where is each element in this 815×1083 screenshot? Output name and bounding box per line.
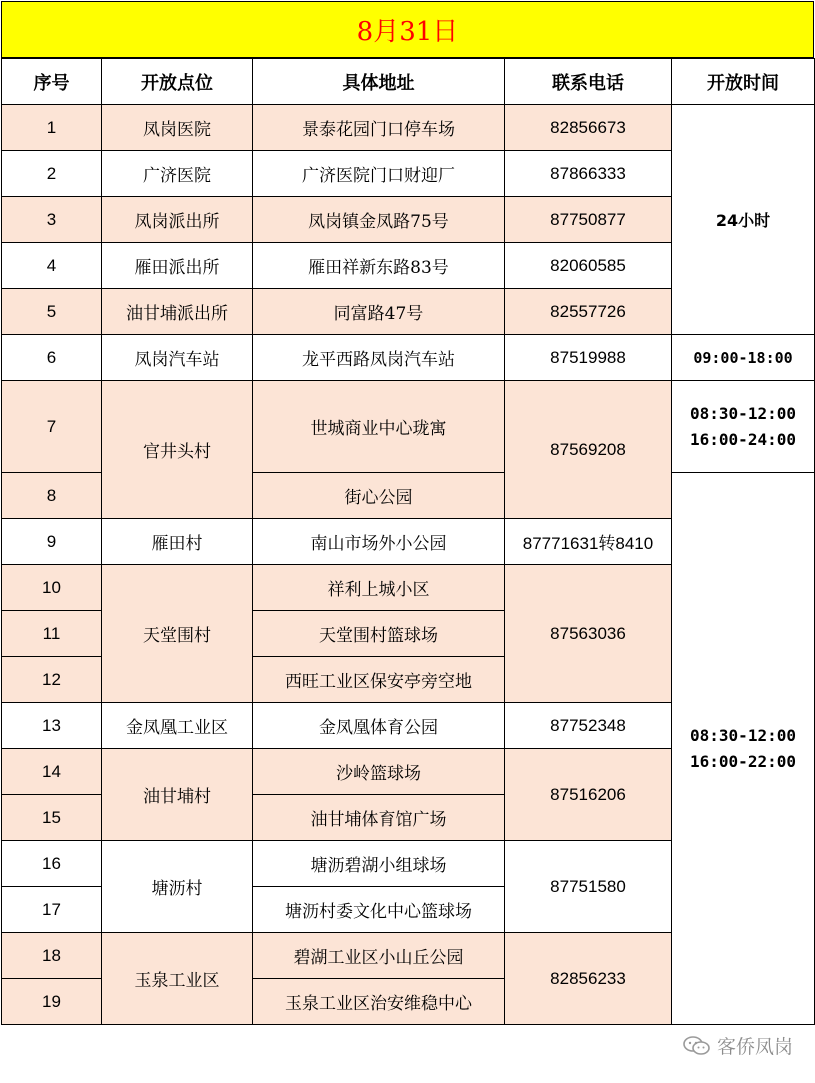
row-address: 塘沥碧湖小组球场 xyxy=(253,841,505,887)
row-no: 16 xyxy=(2,841,102,887)
header-phone: 联系电话 xyxy=(505,59,672,105)
row-address: 南山市场外小公园 xyxy=(253,519,505,565)
row-site: 凤岗汽车站 xyxy=(102,335,253,381)
row-address: 世城商业中心珑寓 xyxy=(253,381,505,473)
row-no: 11 xyxy=(2,611,102,657)
row-no: 12 xyxy=(2,657,102,703)
page-title: 8月31日 xyxy=(356,17,459,47)
watermark xyxy=(683,1032,793,1059)
row-address: 沙岭篮球场 xyxy=(253,749,505,795)
hours-split-22: 08:30-12:00 16:00-22:00 xyxy=(672,473,815,1025)
row-no: 19 xyxy=(2,979,102,1025)
row-address: 祥利上城小区 xyxy=(253,565,505,611)
hours-day: 09:00-18:00 xyxy=(672,335,815,381)
header-address: 具体地址 xyxy=(253,59,505,105)
row-site: 油甘埔村 xyxy=(102,749,253,841)
header-no: 序号 xyxy=(2,59,102,105)
row-site: 官井头村 xyxy=(102,381,253,519)
row-site: 塘沥村 xyxy=(102,841,253,933)
row-site: 玉泉工业区 xyxy=(102,933,253,1025)
wechat-icon xyxy=(683,1035,711,1057)
row-address: 同富路47号 xyxy=(253,289,505,335)
title-banner xyxy=(1,1,814,58)
row-site: 凤岗派出所 xyxy=(102,197,253,243)
row-no: 15 xyxy=(2,795,102,841)
row-no: 14 xyxy=(2,749,102,795)
row-no: 17 xyxy=(2,887,102,933)
row-phone: 87751580 xyxy=(505,841,672,933)
row-no: 9 xyxy=(2,519,102,565)
row-phone: 87771631转8410 xyxy=(505,519,672,565)
table-header-row xyxy=(2,59,815,105)
row-address: 凤岗镇金凤路75号 xyxy=(253,197,505,243)
row-address: 街心公园 xyxy=(253,473,505,519)
row-phone: 87563036 xyxy=(505,565,672,703)
row-address: 龙平西路凤岗汽车站 xyxy=(253,335,505,381)
row-phone: 87516206 xyxy=(505,749,672,841)
row-phone: 87569208 xyxy=(505,381,672,519)
row-site: 雁田派出所 xyxy=(102,243,253,289)
header-hours: 开放时间 xyxy=(672,59,815,105)
row-phone: 82060585 xyxy=(505,243,672,289)
row-site: 雁田村 xyxy=(102,519,253,565)
row-address: 金凤凰体育公园 xyxy=(253,703,505,749)
row-no: 18 xyxy=(2,933,102,979)
row-address: 景泰花园门口停车场 xyxy=(253,105,505,151)
row-no: 6 xyxy=(2,335,102,381)
row-address: 油甘埔体育馆广场 xyxy=(253,795,505,841)
row-no: 2 xyxy=(2,151,102,197)
row-phone: 87519988 xyxy=(505,335,672,381)
row-no: 7 xyxy=(2,381,102,473)
row-phone: 82856233 xyxy=(505,933,672,1025)
row-no: 1 xyxy=(2,105,102,151)
row-phone: 87752348 xyxy=(505,703,672,749)
row-address: 西旺工业区保安亭旁空地 xyxy=(253,657,505,703)
row-no: 8 xyxy=(2,473,102,519)
header-site: 开放点位 xyxy=(102,59,253,105)
row-phone: 87866333 xyxy=(505,151,672,197)
row-no: 4 xyxy=(2,243,102,289)
row-address: 塘沥村委文化中心篮球场 xyxy=(253,887,505,933)
row-phone: 87750877 xyxy=(505,197,672,243)
table-row xyxy=(2,381,815,473)
row-phone: 82856673 xyxy=(505,105,672,151)
row-no: 3 xyxy=(2,197,102,243)
hours-split-24: 08:30-12:00 16:00-24:00 xyxy=(672,381,815,473)
row-no: 13 xyxy=(2,703,102,749)
table-row xyxy=(2,335,815,381)
hours-24h: 24小时 xyxy=(672,105,815,335)
row-address: 碧湖工业区小山丘公园 xyxy=(253,933,505,979)
row-site: 金凤凰工业区 xyxy=(102,703,253,749)
vaccination-sites-table xyxy=(1,58,815,1025)
row-phone: 82557726 xyxy=(505,289,672,335)
row-address: 玉泉工业区治安维稳中心 xyxy=(253,979,505,1025)
row-address: 广济医院门口财迎厂 xyxy=(253,151,505,197)
table-row xyxy=(2,105,815,151)
row-site: 广济医院 xyxy=(102,151,253,197)
row-site: 油甘埔派出所 xyxy=(102,289,253,335)
row-no: 10 xyxy=(2,565,102,611)
watermark-text: 客侨凤岗 xyxy=(716,1036,793,1058)
row-no: 5 xyxy=(2,289,102,335)
row-address: 天堂围村篮球场 xyxy=(253,611,505,657)
row-site: 天堂围村 xyxy=(102,565,253,703)
row-site: 凤岗医院 xyxy=(102,105,253,151)
row-address: 雁田祥新东路83号 xyxy=(253,243,505,289)
